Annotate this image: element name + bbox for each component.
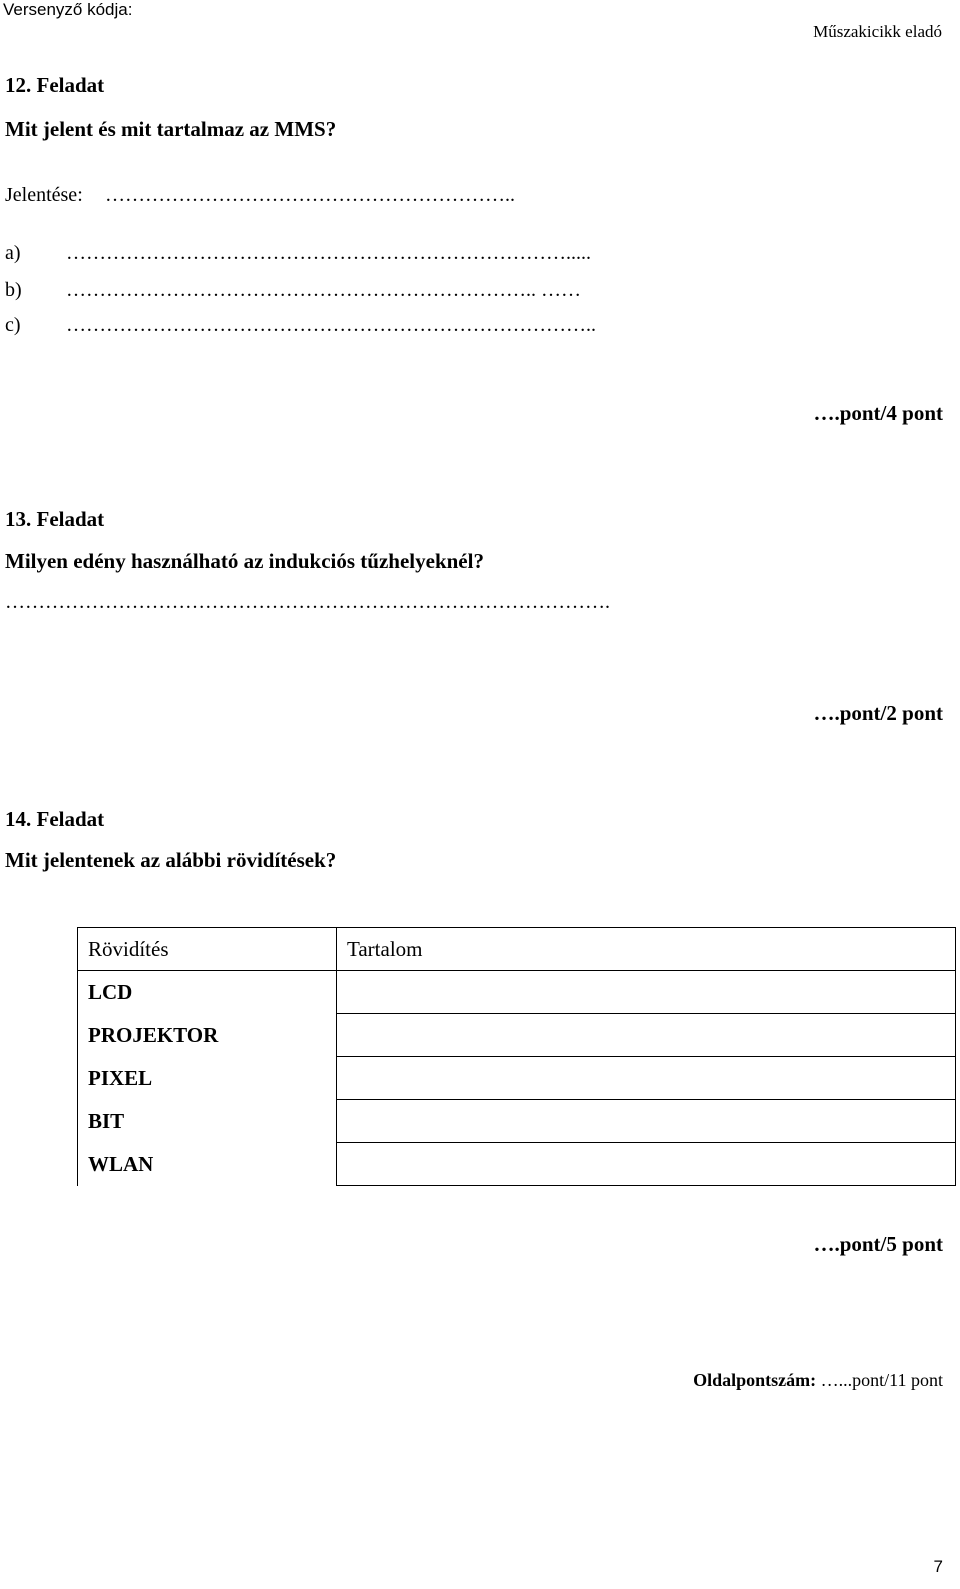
table-row xyxy=(78,971,956,1014)
contestant-code-label: Versenyző kódja: xyxy=(3,0,133,19)
task12-item-b-label: b) xyxy=(5,279,22,301)
task13-answer-line[interactable]: ………………………………………………………………………………. xyxy=(5,591,610,613)
task13-question: Milyen edény használható az indukciós tűzhelyeknél? xyxy=(5,549,484,573)
abbr-projektor: PROJEKTOR xyxy=(78,1014,337,1057)
table-row xyxy=(78,1143,956,1186)
page-number: 7 xyxy=(933,1557,943,1576)
abbreviations-table xyxy=(77,927,956,1186)
task12-meaning-label: Jelentése: xyxy=(5,184,83,206)
abbr-wlan: WLAN xyxy=(78,1143,337,1186)
task12-item-b-answer-line[interactable]: …………………………………………………………….. …… xyxy=(66,279,581,301)
task12-question: Mit jelent és mit tartalmaz az MMS? xyxy=(5,117,337,141)
task12-title: 12. Feladat xyxy=(5,73,105,97)
task13-score: ….pont/2 pont xyxy=(813,701,943,725)
category-title: Műszakicikk eladó xyxy=(813,22,942,41)
content-cell-wlan[interactable] xyxy=(337,1143,956,1186)
header-content: Tartalom xyxy=(337,928,956,971)
page-points-value: …...pont/11 pont xyxy=(820,1370,943,1390)
content-cell-pixel[interactable] xyxy=(337,1057,956,1100)
task14-question: Mit jelentenek az alábbi rövidítések? xyxy=(5,848,337,872)
content-cell-lcd[interactable] xyxy=(337,971,956,1014)
task12-item-c-answer-line[interactable]: …………………………………………………………………….. xyxy=(66,314,596,336)
task14-score: ….pont/5 pont xyxy=(813,1232,943,1256)
abbr-bit: BIT xyxy=(78,1100,337,1143)
task14-title: 14. Feladat xyxy=(5,807,105,831)
task12-item-c-label: c) xyxy=(5,314,21,336)
task12-item-a-label: a) xyxy=(5,242,21,264)
table-row xyxy=(78,1057,956,1100)
table-row xyxy=(78,1014,956,1057)
table-header-row xyxy=(78,928,956,971)
task12-meaning-answer-line[interactable]: …………………………………………………….. xyxy=(105,184,515,206)
task12-score: ….pont/4 pont xyxy=(813,401,943,425)
task13-title: 13. Feladat xyxy=(5,507,105,531)
abbr-pixel: PIXEL xyxy=(78,1057,337,1100)
table-row xyxy=(78,1100,956,1143)
page-points xyxy=(693,1370,943,1391)
content-cell-bit[interactable] xyxy=(337,1100,956,1143)
task12-item-a-answer-line[interactable]: …………………………………………………………………..... xyxy=(66,242,591,264)
abbr-lcd: LCD xyxy=(78,971,337,1014)
header-abbreviation: Rövidítés xyxy=(78,928,337,971)
content-cell-projektor[interactable] xyxy=(337,1014,956,1057)
page-points-label: Oldalpontszám: xyxy=(693,1370,817,1390)
